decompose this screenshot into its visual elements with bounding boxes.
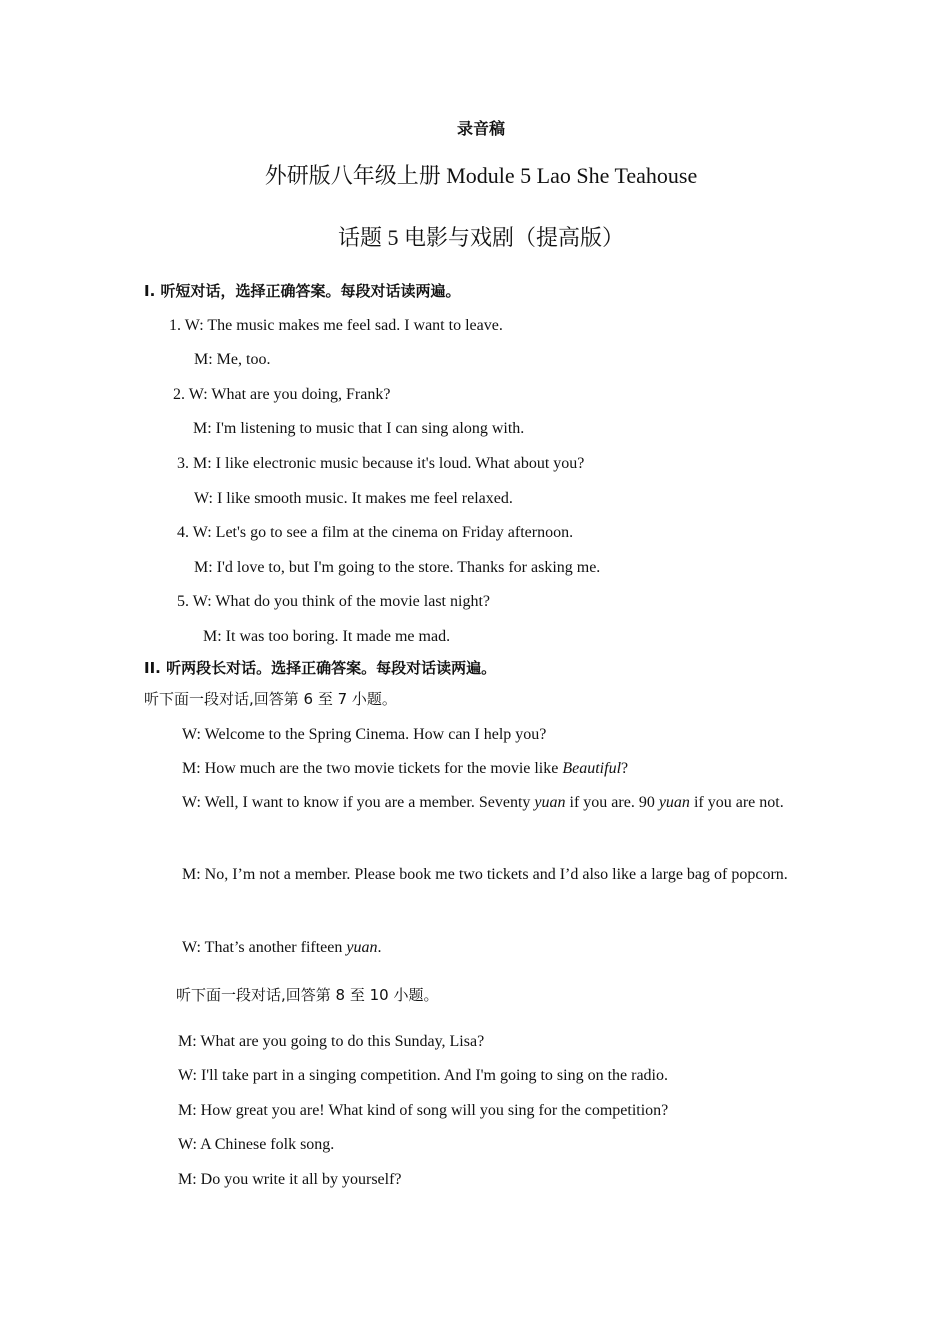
dialogue-line: M: It was too boring. It made me mad.: [203, 628, 451, 645]
document-label: 录音稿: [456, 119, 505, 138]
dialogue-text: if you are not.: [689, 794, 784, 811]
section-1-heading: I. 听短对话，选择正确答案。每段对话读两遍。: [144, 282, 461, 300]
dialogue-text: M: How much are the two movie tickets for the movie like: [182, 760, 563, 777]
document-title: 外研版八年级上册 Module 5 Lao She Teahouse: [264, 163, 698, 188]
dialogue-line: M: What are you going to do this Sunday, Lisa?: [178, 1033, 485, 1050]
dialogue-text: .: [377, 939, 382, 956]
section-2-heading: II. 听两段长对话。选择正确答案。每段对话读两遍。: [144, 659, 497, 677]
dialogue-line: [182, 761, 628, 777]
dialogue-1-intro: 听下面一段对话,回答第 6 至 7 小题。: [144, 690, 397, 708]
dialogue-line: 5. W: What do you think of the movie last night?: [177, 593, 490, 610]
dialogue-line: M: Me, too.: [194, 351, 271, 368]
dialogue-paragraph: M: No, I’m not a member. Please book me two tickets and I’d also like a large bag of popcorn.: [182, 866, 788, 883]
dialogue-line: W: I like smooth music. It makes me feel relaxed.: [194, 490, 513, 507]
dialogue-text: ?: [621, 760, 629, 777]
dialogue-line: M: Do you write it all by yourself?: [178, 1171, 402, 1188]
dialogue-text: if you are. 90: [565, 794, 659, 811]
currency-word: yuan: [346, 939, 378, 956]
currency-word: yuan: [534, 794, 566, 811]
dialogue-line: 1. W: The music makes me feel sad. I want to leave.: [169, 317, 503, 334]
dialogue-text: W: Well, I want to know if you are a member. Seventy: [182, 794, 535, 811]
dialogue-line: M: I'm listening to music that I can sing along with.: [193, 420, 525, 437]
currency-word: yuan: [658, 794, 690, 811]
dialogue-line: [182, 940, 382, 956]
dialogue-line: 4. W: Let's go to see a film at the cinema on Friday afternoon.: [177, 524, 574, 541]
dialogue-text: W: That’s another fifteen: [182, 939, 347, 956]
document-subtitle: 话题 5 电影与戏剧（提高版）: [337, 225, 624, 250]
movie-title: Beautiful: [562, 760, 622, 777]
dialogue-line: W: A Chinese folk song.: [178, 1136, 335, 1153]
dialogue-line: 3. M: I like electronic music because it's loud. What about you?: [177, 455, 585, 472]
dialogue-2-intro: 听下面一段对话,回答第 8 至 10 小题。: [176, 986, 439, 1004]
dialogue-line: M: I'd love to, but I'm going to the store. Thanks for asking me.: [194, 559, 601, 576]
dialogue-line: W: Welcome to the Spring Cinema. How can I help you?: [182, 726, 547, 743]
dialogue-paragraph: [144, 784, 806, 821]
dialogue-line: M: How great you are! What kind of song will you sing for the competition?: [178, 1102, 669, 1119]
dialogue-line: W: I'll take part in a singing competition. And I'm going to sing on the radio.: [178, 1067, 668, 1084]
dialogue-line: 2. W: What are you doing, Frank?: [173, 386, 391, 403]
